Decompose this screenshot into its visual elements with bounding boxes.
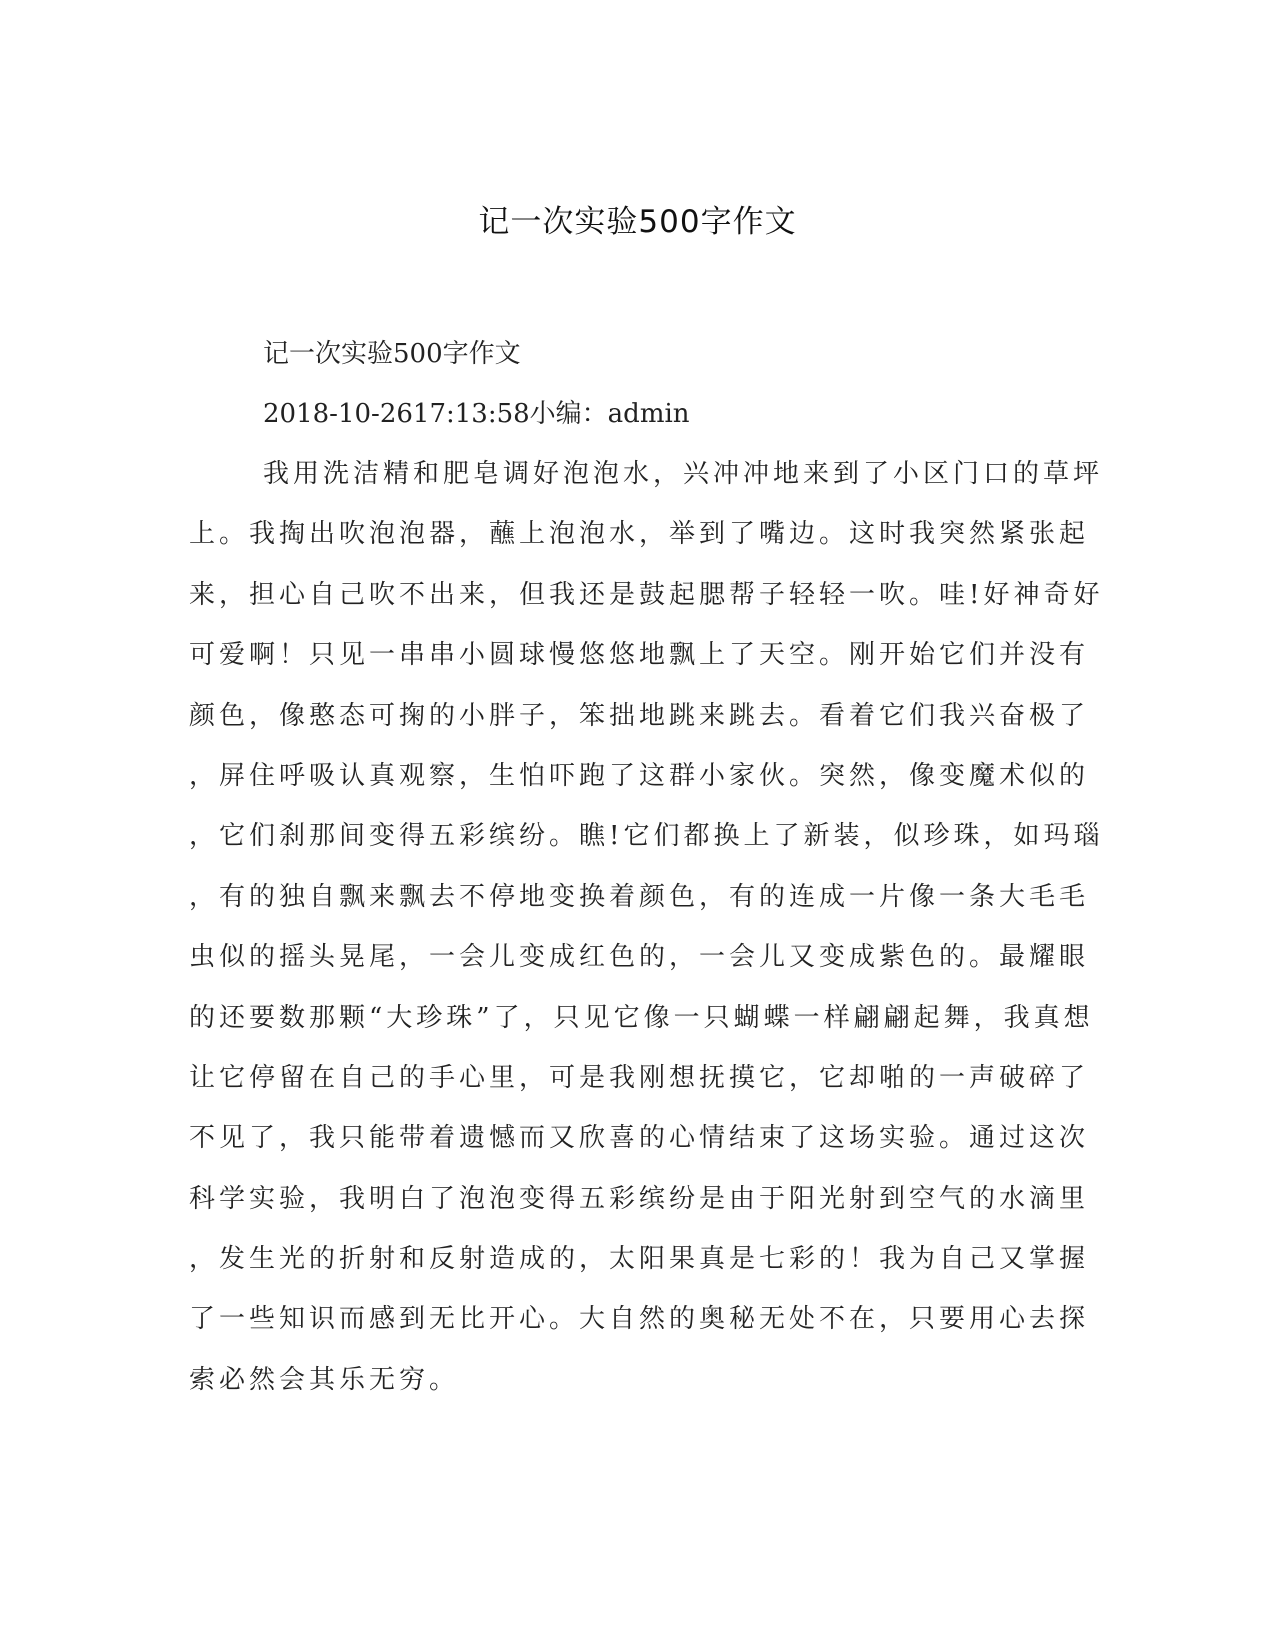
page-title: 记一次实验500字作文 <box>478 204 797 240</box>
body-line: 的还要数那颗“大珍珠”了，只见它像一只蝴蝶一样翩翩起舞，我真想 <box>189 1002 1094 1033</box>
subtitle: 记一次实验500字作文 <box>263 339 521 369</box>
body-line: ，它们刹那间变得五彩缤纷。瞧!它们都换上了新装，似珍珠，如玛瑙 <box>189 821 1104 852</box>
body-line: 上。我掏出吹泡泡器，蘸上泡泡水，举到了嘴边。这时我突然紧张起 <box>189 519 1090 550</box>
body-line: 可爱啊！只见一串串小圆球慢悠悠地飘上了天空。刚开始它们并没有 <box>189 640 1090 671</box>
post-meta: 2018-10-2617:13:58小编：admin <box>263 399 690 429</box>
body-line: 科学实验，我明白了泡泡变得五彩缤纷是由于阳光射到空气的水滴里 <box>189 1183 1090 1214</box>
body-line: 索必然会其乐无穷。 <box>189 1364 460 1395</box>
body-line: ，屏住呼吸认真观察，生怕吓跑了这群小家伙。突然，像变魔术似的 <box>189 760 1090 791</box>
body-line: 我用洗洁精和肥皂调好泡泡水，兴冲冲地来到了小区门口的草坪 <box>263 459 1104 489</box>
body-line: 虫似的摇头晃尾，一会儿变成红色的，一会儿又变成紫色的。最耀眼 <box>189 942 1090 973</box>
body-line: ，有的独自飘来飘去不停地变换着颜色，有的连成一片像一条大毛毛 <box>189 881 1090 912</box>
essay-body <box>189 444 1104 1410</box>
document-content <box>189 324 1104 1410</box>
body-line: ，发生光的折射和反射造成的，太阳果真是七彩的！我为自己又掌握 <box>189 1244 1090 1275</box>
body-line: 不见了，我只能带着遗憾而又欣喜的心情结束了这场实验。通过这次 <box>189 1123 1090 1154</box>
body-line: 颜色，像憨态可掬的小胖子，笨拙地跳来跳去。看着它们我兴奋极了 <box>189 700 1090 731</box>
body-line: 来，担心自己吹不出来，但我还是鼓起腮帮子轻轻一吹。哇!好神奇好 <box>189 579 1104 610</box>
body-line: 了一些知识而感到无比开心。大自然的奥秘无处不在，只要用心去探 <box>189 1304 1090 1335</box>
body-line: 让它停留在自己的手心里，可是我刚想抚摸它，它却啪的一声破碎了 <box>189 1062 1090 1093</box>
